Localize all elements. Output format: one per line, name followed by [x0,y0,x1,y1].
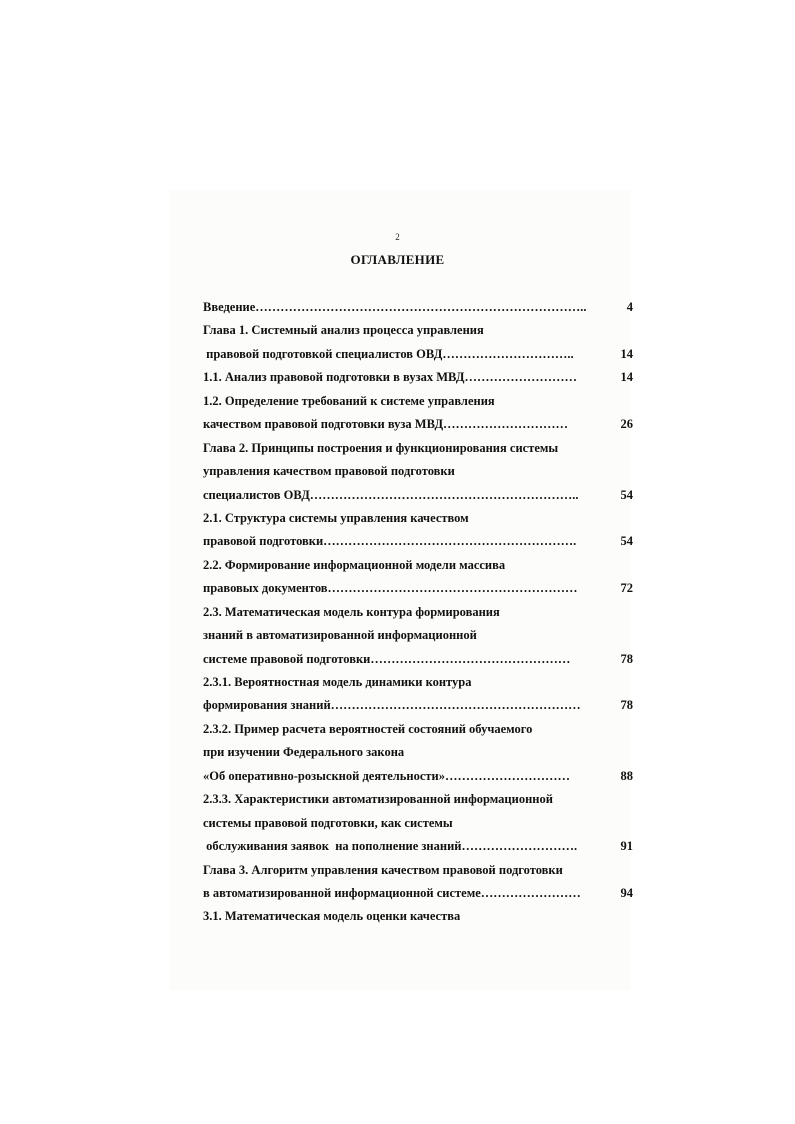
toc-entry-text: в автоматизированной информационной системе…………………… [203,885,581,900]
toc-entry [203,530,633,553]
toc-entry-page-number: 14 [620,346,633,361]
toc-entry [203,366,633,389]
toc-entry [203,390,633,413]
toc-entry-text: специалистов ОВД……………………………………………………….. [203,487,579,502]
toc-entry [203,554,633,577]
toc-entry-page-number: 72 [620,581,633,596]
toc-entry-text: системе правовой подготовки………………………………………… [203,651,571,666]
toc-entry-text: правовой подготовкой специалистов ОВД………………………….. [203,346,574,361]
toc-entry-text: качеством правовой подготовки вуза МВД………………………… [203,417,569,432]
toc-entry [203,765,633,788]
toc-entry [203,741,633,764]
table-of-contents [203,296,633,929]
toc-entry-text: системы правовой подготовки, как системы [203,815,453,830]
toc-entry [203,905,633,928]
toc-entry [203,296,633,319]
toc-entry [203,413,633,436]
toc-entry-text: 1.1. Анализ правовой подготовки в вузах МВД……………………… [203,370,577,385]
toc-entry [203,812,633,835]
toc-entry [203,882,633,905]
toc-entry-text: «Об оперативно-розыскной деятельности»………………………… [203,768,570,783]
page-number: 2 [395,232,400,242]
toc-entry [203,648,633,671]
toc-entry-page-number: 78 [620,698,633,713]
toc-entry-page-number: 4 [626,300,633,314]
toc-entry-page-number: 78 [620,651,633,666]
toc-entry [203,718,633,741]
toc-entry-text: при изучении Федерального закона [203,745,405,760]
toc-entry-text: знаний в автоматизированной информационной [203,628,477,643]
toc-entry-text: 2.3.1. Вероятностная модель динамики контура [203,675,472,689]
toc-entry-text: 3.1. Математическая модель оценки качества [203,909,461,924]
toc-entry [203,484,633,507]
toc-entry [203,577,633,600]
toc-entry-page-number: 54 [620,534,633,549]
toc-entry-page-number: 14 [620,370,633,385]
toc-entry-text: управления качеством правовой подготовки [203,464,455,479]
toc-entry-page-number: 94 [620,885,633,900]
toc-entry-text: правовых документов…………………………………………………… [203,581,578,596]
toc-entry-text: Глава 3. Алгоритм управления качеством правовой подготовки [203,862,563,877]
toc-entry-text: правовой подготовки……………………………………………………. [203,534,577,549]
toc-entry-text: 2.3.3. Характеристики автоматизированной информационной [203,792,553,807]
toc-entry [203,671,633,694]
toc-entry-text: Глава 1. Системный анализ процесса управления [203,323,484,338]
toc-entry-text: формирования знаний…………………………………………………… [203,698,581,713]
toc-entry-page-number: 88 [620,768,633,783]
toc-entry-text: 2.3. Математическая модель контура формирования [203,604,500,619]
toc-entry [203,835,633,858]
toc-entry [203,437,633,460]
toc-entry-page-number: 91 [620,839,633,854]
toc-entry [203,788,633,811]
toc-entry [203,859,633,882]
toc-entry-text: Введение…………………………………………………………………….. [203,300,587,314]
toc-entry-text: 2.1. Структура системы управления качеством [203,510,469,525]
toc-entry [203,507,633,530]
toc-entry [203,601,633,624]
toc-entry-text: 2.2. Формирование информационной модели массива [203,557,506,572]
toc-entry-text: 2.3.2. Пример расчета вероятностей состояний обучаемого [203,721,533,736]
toc-entry [203,319,633,342]
toc-entry-text: обслуживания заявок на пополнение знаний………………………. [203,839,578,854]
toc-entry [203,460,633,483]
toc-entry [203,694,633,717]
toc-entry-page-number: 54 [620,487,633,502]
toc-entry-page-number: 26 [620,417,633,432]
toc-entry-text: 1.2. Определение требований к системе управления [203,393,495,408]
toc-entry-text: Глава 2. Принципы построения и функционирования системы [203,440,559,455]
toc-entry [203,624,633,647]
toc-title: ОГЛАВЛЕНИЕ [350,252,445,267]
toc-entry [203,343,633,366]
